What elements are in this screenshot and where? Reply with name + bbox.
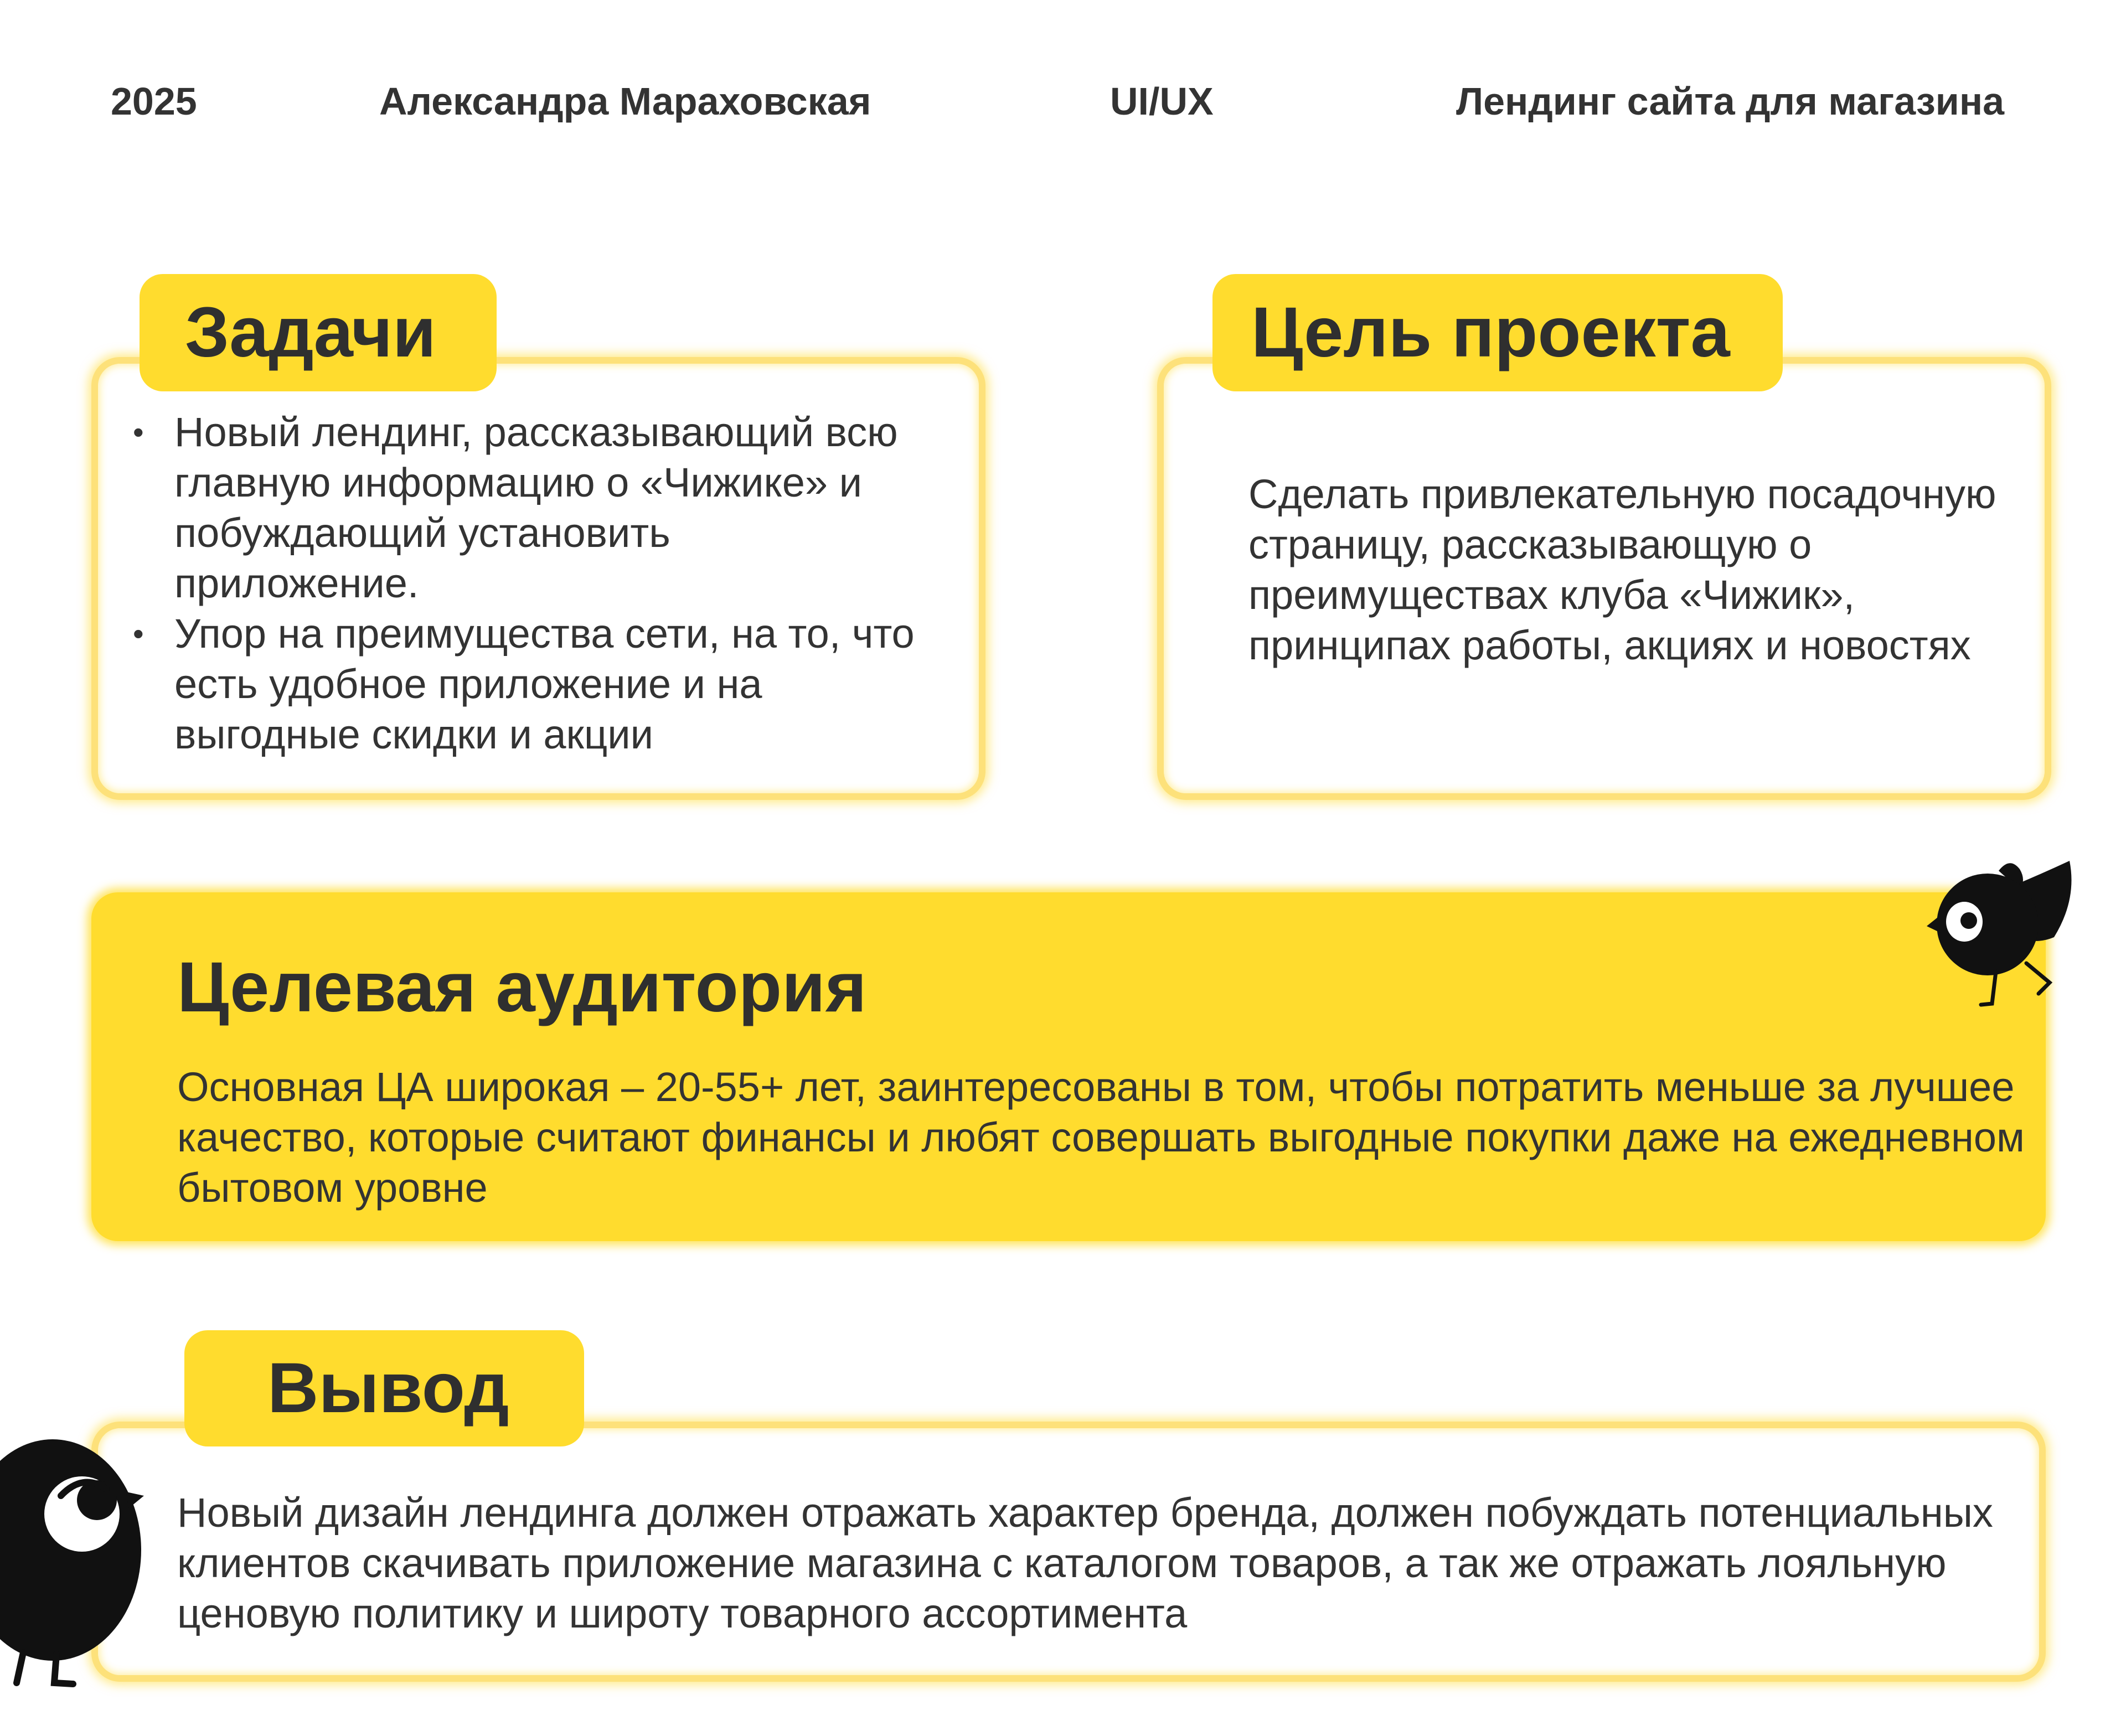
- header-discipline: UI/UX: [1110, 80, 1214, 123]
- tasks-list: [133, 407, 919, 760]
- chick-mascot-icon: [0, 1434, 149, 1697]
- goal-text: Сделать привлекательную посадочную страницу, рассказывающую о преимуществах клуба «Чижик», принципах работы, акциях и новостях: [1248, 471, 1996, 668]
- audience-title: Целевая аудитория: [177, 948, 867, 1027]
- tasks-item: • Упор на преимущества сети, на то, что есть удобное приложение и на выгодные скидки и акции: [133, 608, 919, 760]
- header-year: 2025: [111, 80, 197, 123]
- tasks-item: • Новый лендинг, рассказывающий всю главную информацию о «Чижике» и побуждающий установить приложение.: [133, 407, 919, 608]
- header-project: Лендинг сайта для магазина: [1456, 80, 2005, 123]
- audience-text: Основная ЦА широкая – 20-55+ лет, заинтересованы в том, чтобы потратить меньше за лучшее качество, которые считают финансы и любят совершать выгодные покупки даже на ежедневном бытовом уровне: [177, 1064, 2025, 1211]
- tasks-title-text: Задачи: [185, 293, 436, 372]
- conclusion-title-text: Вывод: [267, 1348, 509, 1428]
- header-author: Александра Мараховская: [379, 80, 871, 123]
- goal-title: [1212, 274, 1783, 391]
- tasks-title: [140, 274, 497, 391]
- goal-title-text: Цель проекта: [1251, 293, 1730, 372]
- conclusion-text: Новый дизайн лендинга должен отражать характер бренда, должен побуждать потенциальных клиентов скачивать приложение магазина с каталогом товаров, а так же отражать лояльную ценовую политику и широту товарного ассортимента: [177, 1490, 1993, 1636]
- conclusion-title: [184, 1330, 584, 1446]
- chick-mascot-icon: [1921, 850, 2087, 1016]
